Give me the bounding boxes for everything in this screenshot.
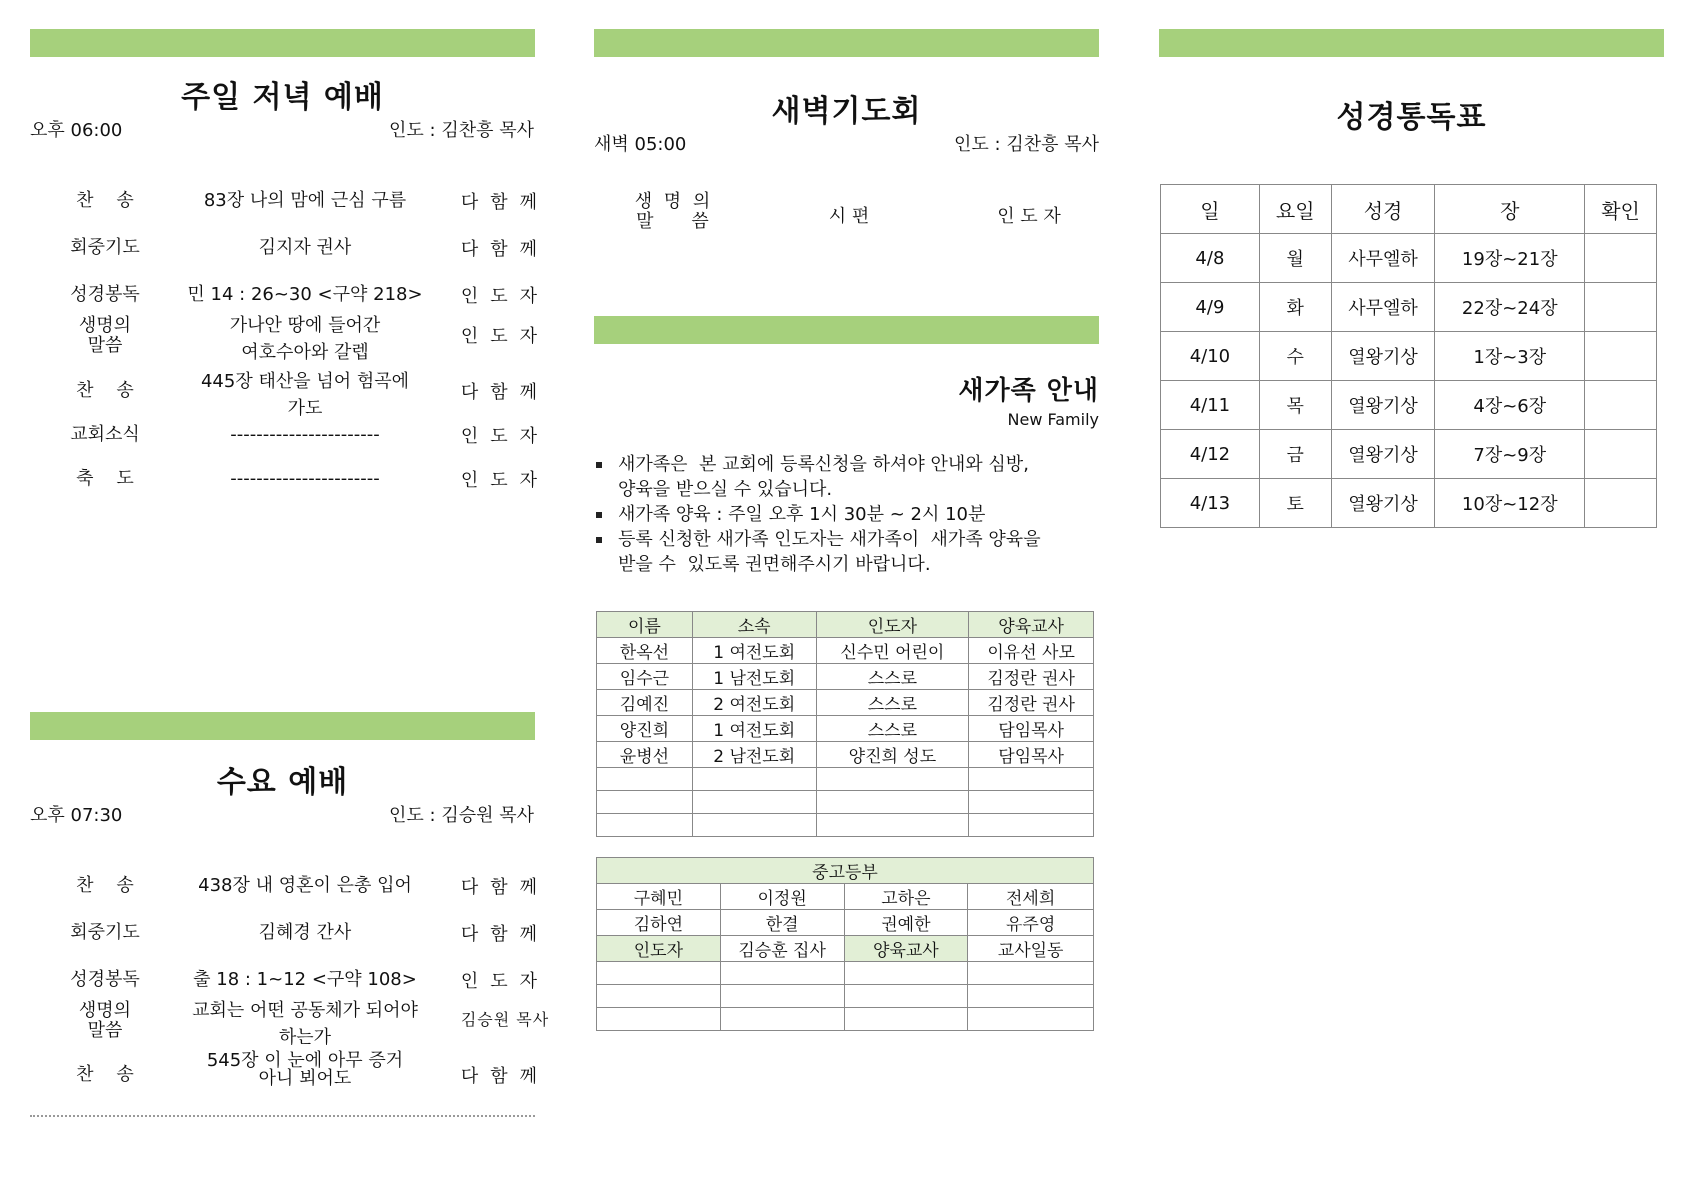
dawn-time: 새벽 05:00: [594, 134, 687, 155]
table-header-row: [1161, 185, 1657, 234]
table-cell: [597, 791, 693, 814]
sunday-order-row: [30, 412, 550, 458]
order-content: 445장 태산을 넘어 험곡에 가도: [200, 371, 409, 419]
table-row: [1161, 234, 1657, 283]
order-by: 다함께: [460, 192, 550, 213]
table-cell: 화: [1259, 283, 1331, 332]
table-cell: 고하은: [844, 884, 968, 910]
youth-table: [596, 857, 1094, 1031]
table-cell: 19장~21장: [1435, 234, 1585, 283]
table-cell: 금: [1259, 430, 1331, 479]
sunday-order-row: [30, 178, 550, 224]
table-cell: 양육교사: [844, 936, 968, 962]
sunday-order-row: [30, 312, 550, 363]
column-header: 요일: [1259, 185, 1331, 234]
table-cell: [597, 962, 721, 985]
table-cell: [692, 791, 816, 814]
table-cell: 김예진: [597, 690, 693, 716]
table-row: [597, 791, 1094, 814]
table-row: [1161, 332, 1657, 381]
order-label: 찬 송: [76, 190, 134, 211]
table-cell: 이유선 사모: [969, 638, 1094, 664]
section-bar-wednesday: [30, 712, 535, 740]
wednesday-service-title: 수요 예배: [216, 765, 349, 800]
table-cell: [692, 814, 816, 837]
table-cell: 한옥선: [597, 638, 693, 664]
check-cell[interactable]: [1585, 234, 1657, 283]
wednesday-order-row: [30, 997, 550, 1048]
order-label: 찬 송: [76, 875, 134, 896]
section-bar-sunday: [30, 29, 535, 57]
table-cell: 윤병선: [597, 742, 693, 768]
wednesday-order-row: [30, 863, 550, 909]
table-cell: 사무엘하: [1331, 234, 1435, 283]
table-row: [1161, 479, 1657, 528]
table-row: [597, 985, 1094, 1008]
table-cell: 신수민 어린이: [816, 638, 969, 664]
order-label: 회중기도: [70, 237, 140, 258]
table-cell: 4/11: [1161, 381, 1260, 430]
order-label: 교회소식: [70, 424, 140, 445]
table-cell: 수: [1259, 332, 1331, 381]
column-header: 확인: [1585, 185, 1657, 234]
table-cell: [968, 962, 1094, 985]
table-row: [597, 814, 1094, 837]
order-content: 김지자 권사: [258, 237, 352, 258]
notice-item: 등록 신청한 새가족 인도자는 새가족이 새가족 양육을 받을 수 있도록 권면해주시기 바랍니다.: [594, 527, 1094, 577]
table-cell: 1 여전도회: [692, 638, 816, 664]
table-cell: 1 여전도회: [692, 716, 816, 742]
table-cell: 열왕기상: [1331, 381, 1435, 430]
column-header: 인도자: [816, 612, 969, 638]
table-cell: 한결: [720, 910, 844, 936]
table-cell: 열왕기상: [1331, 479, 1435, 528]
table-cell: [720, 962, 844, 985]
table-cell: [816, 768, 969, 791]
check-cell[interactable]: [1585, 283, 1657, 332]
order-label: 생명의 말씀: [78, 315, 132, 356]
table-cell: 스스로: [816, 690, 969, 716]
table-cell: 담임목사: [969, 716, 1094, 742]
order-by: 다함께: [460, 1066, 550, 1087]
sunday-order-row: [30, 225, 550, 271]
table-cell: [816, 814, 969, 837]
table-cell: 사무엘하: [1331, 283, 1435, 332]
table-cell: 권예한: [844, 910, 968, 936]
table-cell: [969, 814, 1094, 837]
order-by: 다함께: [460, 239, 550, 260]
dawn-leader: 인도 : 김찬흥 목사: [954, 134, 1099, 155]
bible-reading-table: [1160, 184, 1657, 528]
order-content: 가나안 땅에 들어간 여호수아와 갈렙: [229, 315, 381, 363]
newfamily-notice-list: [594, 452, 1094, 577]
order-by: 인도자: [460, 470, 550, 491]
table-cell: 1 남전도회: [692, 664, 816, 690]
check-cell[interactable]: [1585, 479, 1657, 528]
dawn-row-content: 시 편: [828, 206, 870, 227]
order-content: -----------------------: [230, 424, 380, 445]
divider: [30, 1115, 535, 1117]
table-cell: 4장~6장: [1435, 381, 1585, 430]
table-cell: 4/10: [1161, 332, 1260, 381]
check-cell[interactable]: [1585, 430, 1657, 479]
newfamily-table: [596, 611, 1094, 837]
order-label: 성경봉독: [70, 969, 140, 990]
table-cell: 2 남전도회: [692, 742, 816, 768]
table-cell: 교사일동: [968, 936, 1094, 962]
order-by: 인도자: [460, 426, 550, 447]
table-cell: 열왕기상: [1331, 430, 1435, 479]
sunday-leader: 인도 : 김찬흥 목사: [389, 120, 534, 141]
wednesday-time: 오후 07:30: [30, 805, 123, 826]
table-cell: 4/13: [1161, 479, 1260, 528]
sunday-order-row: [30, 456, 550, 502]
table-row: [597, 690, 1094, 716]
order-content: 83장 나의 맘에 근심 구름: [203, 190, 407, 211]
table-cell: 토: [1259, 479, 1331, 528]
column-header: 장: [1435, 185, 1585, 234]
order-content: 교회는 어떤 공동체가 되어야 하는가: [192, 1000, 418, 1048]
table-cell: 양진희: [597, 716, 693, 742]
table-row: [597, 1008, 1094, 1031]
table-cell: [968, 985, 1094, 1008]
table-cell: 스스로: [816, 716, 969, 742]
order-by: 인도자: [460, 326, 550, 347]
table-cell: 담임목사: [969, 742, 1094, 768]
order-label: 회중기도: [70, 922, 140, 943]
table-row: [597, 716, 1094, 742]
notice-item: 새가족은 본 교회에 등록신청을 하셔야 안내와 심방, 양육을 받으실 수 있습니다.: [594, 452, 1094, 502]
table-cell: 목: [1259, 381, 1331, 430]
table-cell: 22장~24장: [1435, 283, 1585, 332]
youth-leader-row: [597, 936, 1094, 962]
table-row: [597, 638, 1094, 664]
table-cell: 4/8: [1161, 234, 1260, 283]
order-content: 438장 내 영혼이 은총 입어: [198, 875, 412, 896]
notice-item: 새가족 양육 : 주일 오후 1시 30분 ~ 2시 10분: [594, 502, 1094, 527]
dawn-prayer-title: 새벽기도회: [771, 94, 922, 129]
order-content: -----------------------: [230, 468, 380, 489]
sunday-service-title: 주일 저녁 예배: [181, 80, 384, 115]
order-content: 민 14 : 26~30 <구약 218>: [187, 284, 423, 305]
table-row: [597, 742, 1094, 768]
section-bar-dawn: [594, 29, 1099, 57]
table-cell: [844, 1008, 968, 1031]
order-by: 다함께: [460, 877, 550, 898]
table-cell: [816, 791, 969, 814]
youth-header: 중고등부: [597, 858, 1094, 884]
order-by: 인도자: [460, 971, 550, 992]
table-row: [597, 962, 1094, 985]
table-cell: 스스로: [816, 664, 969, 690]
dawn-sermon-row: [594, 192, 1099, 242]
dawn-row-label: 생 명 의 말 씀: [634, 191, 714, 232]
table-cell: 2 여전도회: [692, 690, 816, 716]
table-cell: [692, 768, 816, 791]
table-cell: [844, 985, 968, 1008]
wednesday-leader: 인도 : 김승원 목사: [389, 805, 534, 826]
table-header-row: [597, 612, 1094, 638]
table-cell: 10장~12장: [1435, 479, 1585, 528]
table-row: [1161, 381, 1657, 430]
order-label: 성경봉독: [70, 284, 140, 305]
order-by: 다함께: [460, 924, 550, 945]
check-cell[interactable]: [1585, 381, 1657, 430]
table-cell: 김정란 권사: [969, 664, 1094, 690]
sunday-time: 오후 06:00: [30, 120, 123, 141]
youth-header-row: [597, 858, 1094, 884]
table-cell: 전세희: [968, 884, 1094, 910]
table-cell: 양진희 성도: [816, 742, 969, 768]
table-cell: 4/9: [1161, 283, 1260, 332]
table-cell: [720, 1008, 844, 1031]
newfamily-title: 새가족 안내: [958, 376, 1099, 406]
order-label: 찬 송: [76, 380, 134, 401]
order-content: 김혜경 간사: [258, 922, 352, 943]
table-cell: 인도자: [597, 936, 721, 962]
table-row: [1161, 430, 1657, 479]
table-cell: [844, 962, 968, 985]
table-cell: 월: [1259, 234, 1331, 283]
table-cell: 4/12: [1161, 430, 1260, 479]
wednesday-order-row: [30, 1050, 550, 1098]
table-cell: [969, 791, 1094, 814]
column-header: 성경: [1331, 185, 1435, 234]
order-label: 축 도: [76, 468, 134, 489]
table-cell: [720, 985, 844, 1008]
table-cell: 김승훈 집사: [720, 936, 844, 962]
column-header: 양육교사: [969, 612, 1094, 638]
table-cell: 유주영: [968, 910, 1094, 936]
table-row: [1161, 283, 1657, 332]
table-row: [597, 768, 1094, 791]
section-bar-bible: [1159, 29, 1664, 57]
table-cell: 임수근: [597, 664, 693, 690]
newfamily-subtitle: New Family: [1007, 410, 1099, 429]
table-cell: [597, 1008, 721, 1031]
table-cell: 열왕기상: [1331, 332, 1435, 381]
dawn-row-by: 인 도 자: [997, 206, 1061, 227]
table-cell: 구혜민: [597, 884, 721, 910]
sunday-order-row: [30, 368, 550, 419]
column-header: 소속: [692, 612, 816, 638]
table-cell: 이정원: [720, 884, 844, 910]
bible-reading-title: 성경통독표: [1336, 100, 1487, 135]
table-row: [597, 664, 1094, 690]
table-row: [597, 884, 1094, 910]
order-label: 생명의 말씀: [78, 1000, 132, 1041]
table-cell: 1장~3장: [1435, 332, 1585, 381]
table-cell: [597, 768, 693, 791]
wednesday-order-row: [30, 910, 550, 956]
order-content: 545장 이 눈에 아무 증거 아니 뵈어도: [206, 1050, 404, 1089]
table-cell: 7장~9장: [1435, 430, 1585, 479]
order-by: 김승원 목사: [460, 1010, 550, 1029]
table-cell: [968, 1008, 1094, 1031]
table-cell: [969, 768, 1094, 791]
table-cell: 김하연: [597, 910, 721, 936]
table-row: [597, 910, 1094, 936]
order-by: 인도자: [460, 286, 550, 307]
column-header: 일: [1161, 185, 1260, 234]
order-label: 찬 송: [76, 1064, 134, 1085]
table-cell: 김정란 권사: [969, 690, 1094, 716]
check-cell[interactable]: [1585, 332, 1657, 381]
column-header: 이름: [597, 612, 693, 638]
section-bar-newfamily: [594, 316, 1099, 344]
order-content: 출 18 : 1~12 <구약 108>: [193, 969, 417, 990]
table-cell: [597, 814, 693, 837]
table-cell: [597, 985, 721, 1008]
order-by: 다함께: [460, 382, 550, 403]
